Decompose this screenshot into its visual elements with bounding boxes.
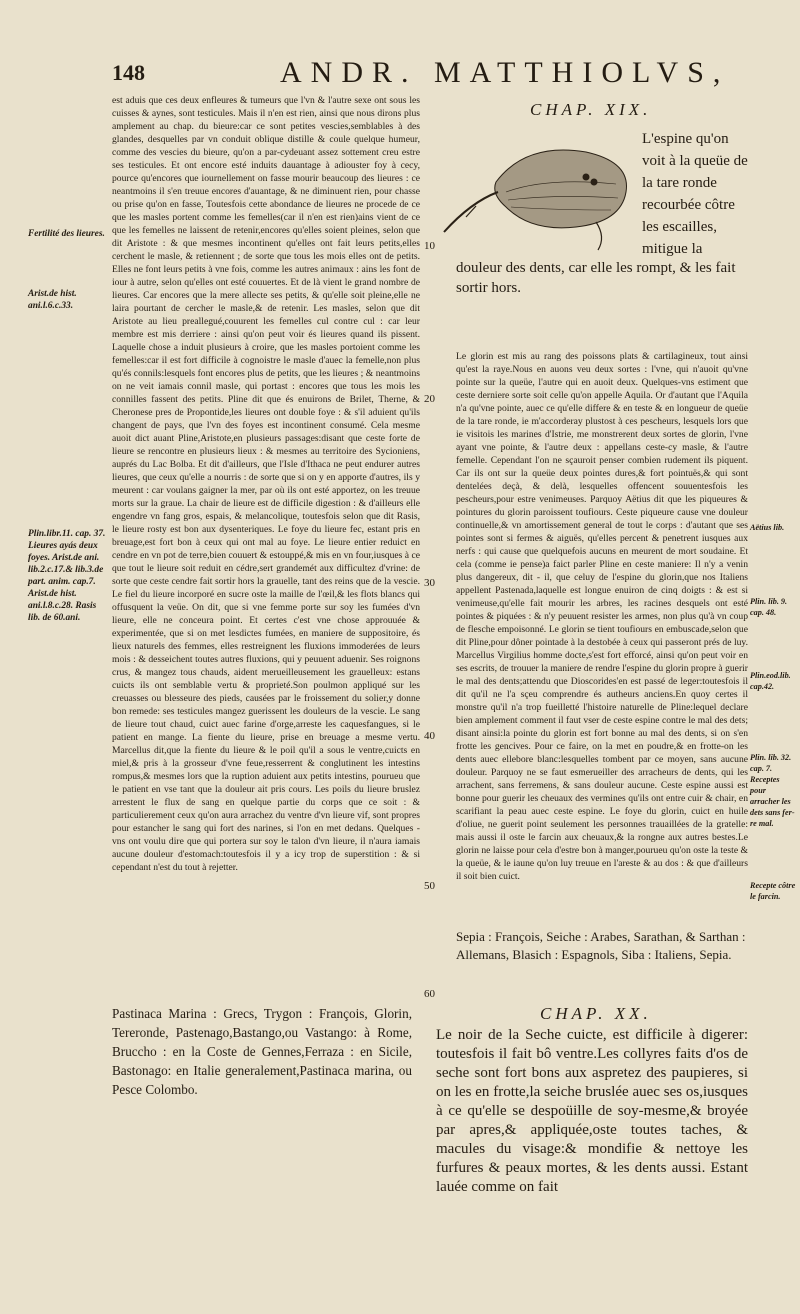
margin-note-receptes: Plin. lib. 32. cap. 7. Receptes pour arracher les dets sans fer-re mal. (750, 753, 795, 828)
page-number: 148 (112, 60, 145, 85)
line-number: 60 (424, 988, 435, 1000)
chapter-20-heading: CHAP. XX. (540, 1004, 652, 1023)
line-number: 30 (424, 577, 435, 589)
fish-description: L'espine qu'on voit à la queüe de la tare ronde recourbée côtre les escailles, mitigue la (642, 131, 748, 257)
margin-note-aetius: Aëtius lib. (750, 523, 785, 532)
margin-note-arist: Arist.de hist. ani.l.6.c.33. (28, 289, 77, 311)
line-number: 10 (424, 240, 435, 252)
right-paragraph: Le glorin est mis au rang des poissons plats & cartilagineux, tout ainsi qu'est la raye.Nous en auons veu deux sortes : l'vne, qui n'auoit qu'vne pointe sur la queüe, l'autre qui en auoit deux. Quelques-vns estiment que ceste derniere sorte soit celle qu'on appelle Aquila. Or d'autant que l'Aquila n'a qu'vne pointe, auec ce qu'elle differe & en teste & en longueur de queüe de la tare ronde, ie m'accorderay plustost à ces pescheurs, lesquels lors que ie visitois les marines d'Istrie, me monstrerent deux sortes de glorin, l'vne ayant vne pointe, & l'autre deux : appellans ceste-cy masle, & l'autre femelle. Cependant l'on ne sçauroit penser combien rudement ils piquent. Car ils ont sur la queüe deux pointes dures,& fort pointuës,& qui sont dentelées deçà, & delà, lesquelles offencent souuentesfois les pescheurs,pour estre venimeuses. Parquoy Aëtius dit que les piqueures & pointures du glorin paroissent toufiours. Ceste piqueure cause vne douleur continuelle,& vn amortissement general de tout le corps : d'autant que ses pointes sont si fermes & aiguës, qu'elles percent & penetrent iusques aux nerfs : qui cause que quelquefois aucuns en meurent de mort soudaine. Et cela (comme ie pense)a faict parler Pline en ceste maniere: Il n'y a venin plus dangereux, dit - il, que celuy de l'espine du glorin,que nos Italiens appellent Pastenada,laquelle est longue enuiron de cinq doigts : & est si venimeuse,qu'elle fait mourir les arbres, les racines desquels ont esté pointes & piquées : & n'y peuuent resister les armes, non plus qu'à vn coup de flesche empoisonné. Le glorin se tient toufiours en embuscade,selon que dit Pline,pour dôner pointade à la destobée à ceux qui passeront prés de luy. Marcellus Virgilius homme docte,s'est fort efforcé, ainsi qu'on peut voir en ses escrits, de trouuer la maniere de rendre l'espine du glorin propre à guerir le mal des dents;attendu que Dioscorides'en est passé de leger:toutesfois il dit qu'il ne l'a sçeu comprendre és autheurs anciens.En quoy certes il monstre qu'il n'a trop fueilletté l'histoire naturelle de Pline:lequel declare bien amplement comment il faut vser de ceste espine contre le mal des dets; disant ainsi:la pointe du glorin est fort bonne au mal des dents, si on s'en frotte les gencives. Pour ce faire, on la met en poudre,& en frotte-on les dents auec ellebore blanc:lesquelles tombent par ce moyen, sans aucune douleur. Parquoy ne se faut esmerueiller des arracheurs de dents, qui les arrachent, sans ferremens, & sans douleur aucune. Ceste espine aussi est bonne pour guerir les cheuaux des vermines qu'ils ont entre cuir & chair, en scarifiant la peau auec ceste espine. Le foye du glorin, cuict en huile d'oliue, ne guerit point seulement les personnes trauaillées de la gratelle: mais aussi il oste le farcin aux cheuaux,& la rongne aux autres bestes.Le glorin ne laisse pour cela d'estre bon à manger,pourueu qu'on oste la teste & la queüe, & le iaune qu'on luy treuue en l'areste & au dos : & que d'ailleurs il soit bien cuict. (456, 351, 748, 882)
sepia-names: Sepia : François, Seiche : Arabes, Sarathan, & Sarthan : Allemans, Blasich : Espagnols, Siba : Italiens, Sepia. (456, 929, 746, 962)
line-number: 20 (424, 393, 435, 405)
chapter-20-text: Le noir de la Seche cuicte, est difficile à digerer: toutesfois il fait bô ventre.Les collyres faits d'os de seche sont fort bons aux aspretez des paupieres, si on les en frotte,la seiche bruslée auec ses os,iusques à ce qu'elle se despoüille de soy-mesme,& broyée par apres,& appliquée,oste toutes taches, & macules du visage:& mondifie & nettoye les furfures & peaux mortes, & les dents aussi. Estant lauée comme on fait (436, 1027, 748, 1195)
left-column (112, 94, 420, 882)
right-column (456, 350, 748, 891)
margin-note-fertilite: Fertilité des lieures. (28, 229, 105, 239)
line-number: 50 (424, 880, 435, 892)
left-paragraph: est aduis que ces deux enfleures & tumeurs que l'vn & l'autre sexe ont sous les cuisses & aynes, sont testicules. Mais il n'en est rien, ainsi que nous dirons plus amplement au chap. du bieure:car ce sont petites vescies,semblables à des glandes, desquelles par vn conduit oblique distille & coule quelque humeur, comme des vescies du bieure, qu'on a par-cydeuant assez sottement creu estre ses testicules. Et ont encore esté induits dauantage à adiouster foy à cecy, pource qu'encores que iournellement on fasse mourir beaucoup des lieures : ce neantmoins il s'en treuue encores d'auantage, & ne diminuent rien, pour chasse ou prise qu'on en fasse, Toutesfois cette abondance de lieures ne procede de ce que les masles portent comme les femelles(car il n'en est rien)ains vient de ce que les femelles ne laissent de retenir,encores qu'elles soient pleines, selon que dit Aristote : & que mesmes incontinent qu'elles ont fait leurs petits,elles cerchent le masle, & retiennent ; de sorte que tous les mois elles ont de petits. Elles ne font leurs petits à vne fois, comme les autres animaux : ains les font de iour à autre, selon qu'elles ont esté couuertes. Et de là vient le grand nombre de lieures. Car encores que la mere allecte ses petits, & qu'elle soit pleine,elle ne laira pourtant de cercher le masle,& de retenir. Les masles, selon que dit Aristote au lieu preallegué,couurent les femelles cul contre cul : car leur membre est mis derriere : ainsi qu'on peut voir és lieures quand ils pissent. Laquelle chose a induit plusieurs à croire, que les masles portoient comme les femelles:car il est fort difficile à cognoistre le masle d'auec la femelle,non plus qu'és connils:lesquels font encores plus de petits, que les lieures ; & neantmoins on ne veit iamais connil masle, qui portast : encores que tous les mois les connilles fassent des petits. Pline dit que és enuirons de Brilet, Therne, & Cheronese pres de Propontide,les lieures ont double foye : & s'il aduient qu'ils changent de pays, que l'vn des foyes est incontinent consumé. Cela mesme auoit dict auant Pline,Aristote,en plusieurs passages:disant que ceste forte de lieure se rencontre en plusieurs lieux : & mesmes au territoire des Sycioniens, auprés du Lac Bolba. Et dit d'ailleurs, que l'Isle d'Ithaca ne peut endurer autres lieures, que ceux qu'elle a nourris : de sorte que si on y en apporte d'autres, ils y meurent : car voulans gaigner la mer, par où ils ont esté apportez, on les treuue morts sur la graue. La chair de lieure est de difficile digestion : & d'ailleurs elle engendre vn fang gros, espais, & melancolique, toutesfois selon que dit Rasis, le lieure rosty est bon aux dysenteriques. Le foye du lieure fec, estant pris en breuage,est fort bon à ceux qui ont mal au foye. Le lieure entier reduict en cendre en vn pot de terre,bien couuert & estouppé,& mis en vn four,iusques à ce que tout le lieure soit reduit en cédre,sert grandemét aux difficultez d'vrine: de sorte que ceste cendre fait sortir hors la grauelle, tant des reins que de la vescie. Le fiel du lieure incorporé en sucre oste la maille de l'œil,& les flots blancs qui offusquent la veüe. On dit, que si vne femme porte sur soy les fumées d'vn lieure, elle ne conceura point. Et certes c'est vne chose approuuée & experimentée, que si on met lesdictes fumées, en maniere de suppositoire, és lieux naturels des femmes, elles restreignent les fluxions immoderées de leurs mois : & desseichent toutes autres fluxions, qui y peuuent aduenir. Ses roignons crus, & mangez tous chauds, aident merueilleusement les grauelleux: estans cuicts ils ont semblable vertu & proprieté.Son poulmon appliqué sur les creuasses ou blesseure des pieds, causées par le froissement du solier,y donne bon remede: ses testicules mangez guerissent les douleurs de la vescie. Le sang de lieure tout chaud, cuict auec farine d'orge,arreste les caquesfangues, si le patient en mange. La fiente du lieure, prise en breuage a mesme vertu. Marcellus dit,que la fiente du lieure & le poil qu'il a sous le ventre,cuicts en miel,& pris à la grosseur d'vne feue,resserrent & conglutinent les intestins rompus,& mesmes lors que la ruption aduient aux petits intestins, pourueu que le patient en vse tant que la douleur ait pris cours. Les poils du lieure bruslez arrestent le flux de sang en quelque partie du corps que ce soit : & particulierement ceux qu'on aura arrachez du ventre d'vn lieure vif, sont propres pour estancher le sang qui fort des narines, si l'on en met dedans. Quelques - vns ont voulu dire que qui portera sur soy le talon d'vn lieure, il n'aura iamais aucune douleur d'estomach:toutesfois il y a icy trop de superstition : & si cependant n'est du tout à rejetter. (112, 95, 420, 873)
pastinaca-names: Pastinaca Marina : Grecs, Trygon : François, Glorin, Tereronde, Pastenago,Bastango,ou Vastango: à Rome, Bruccho : en la Coste de Gennes,Ferraza : en Sicile, Bastonago: en Italie generalement,Pastinaca marina, ou Pesce Colombo. (112, 1006, 412, 1097)
margin-note-plin: Plin.libr.11. cap. 37. Lieures ayás deux foyes. Arist.de ani. lib.2.c.17.& lib.3.de part. anim. cap.7. Arist.de hist. ani.l.8.c.28. Rasis lib. de 60.ani. (28, 529, 106, 623)
line-number: 40 (424, 730, 435, 742)
stingray-illustration (436, 122, 636, 272)
fish-description-continued: douleur des dents, car elle les rompt, & les fait sortir hors. (456, 260, 736, 296)
margin-note-farcin: Recepte côtre le farcin. (750, 881, 796, 901)
margin-note-plin-eod: Plin.eod.lib. cap.42. (750, 671, 791, 691)
chapter-19-heading: CHAP. XIX. (530, 100, 652, 119)
running-title: ANDR. MATTHIOLVS, (280, 56, 730, 89)
margin-note-plin-9: Plin. lib. 9. cap. 48. (750, 597, 788, 617)
page-header (112, 58, 792, 92)
